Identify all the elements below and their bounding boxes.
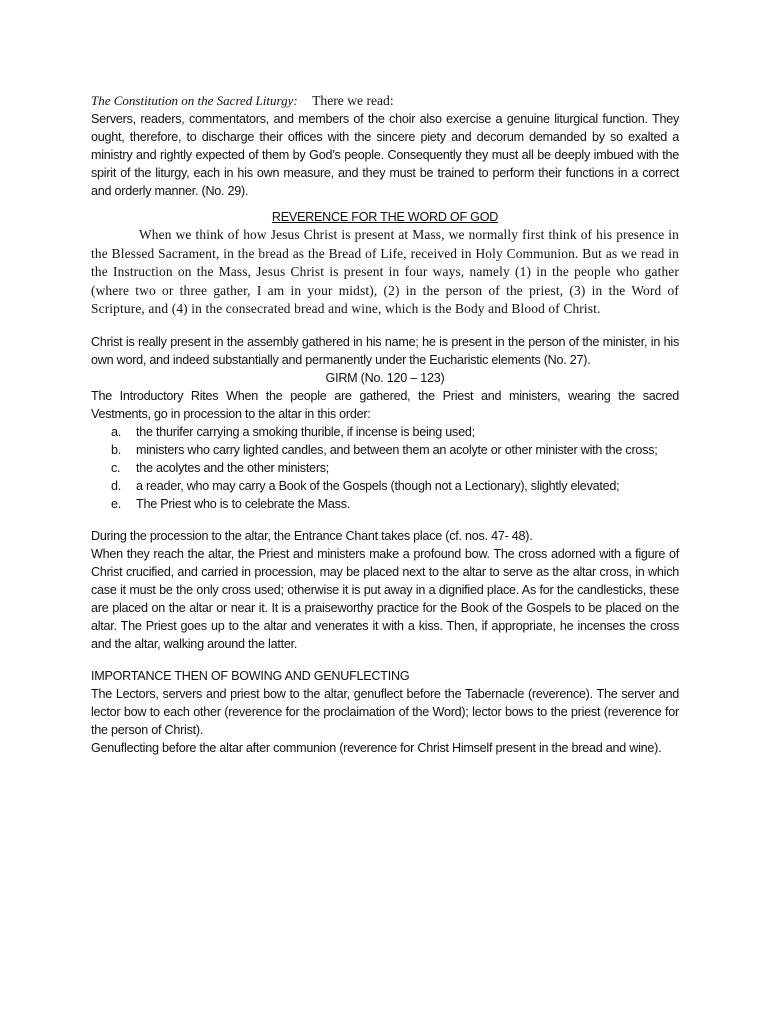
girm-heading: GIRM (No. 120 – 123) [325,370,445,385]
list-marker: b. [111,442,122,457]
procession-paragraph: When they reach the altar, the Priest and ministers make a profound bow. The cross adorned with a figure of Christ crucified, and carried in procession, may be placed next to the altar to serve as the altar cross, in which case it must be the only cross used; otherwise it is put away in a dignified place. As for the candlesticks, these are placed on the altar or near it. It is a praiseworthy practice for the Book of the Gospels to be placed on the altar. The Priest goes up to the altar and venerates it with a kiss. Then, if appropriate, he incenses the cross and the altar, walking around the latter. [91,546,679,651]
reverence-heading: REVERENCE FOR THE WORD OF GOD [271,210,499,224]
list-item-text: a reader, who may carry a Book of the Gospels (though not a Lectionary), slightly elevated; [136,478,620,493]
list-marker: a. [111,424,122,439]
genuflecting-paragraph: Genuflecting before the altar after communion (reverence for Christ Himself present in the bread and wine). [91,740,662,755]
list-item [111,459,679,477]
list-item-text: the thurifer carrying a smoking thurible, if incense is being used; [136,424,475,439]
procession-order-list [91,423,679,513]
list-marker: d. [111,478,122,493]
intro-lead: There we read: [312,93,394,108]
list-item [111,423,679,441]
bowing-paragraph: The Lectors, servers and priest bow to the altar, genuflect before the Tabernacle (reverence). The server and lector bow to each other (reverence for the proclaimation of the Word); lector bows to the priest (reverence for the person of Christ). [91,686,679,737]
list-item-text: the acolytes and the other ministers; [136,460,330,475]
list-item-text: The Priest who is to celebrate the Mass. [136,496,350,511]
list-marker: e. [111,496,122,511]
list-item [111,441,679,459]
list-item [111,495,679,513]
constitution-quote: Servers, readers, commentators, and members of the choir also exercise a genuine liturgical function. They ought, therefore, to discharge their offices with the sincere piety and decorum demanded by so exalted a ministry and rightly expected of them by God’s people. Consequently they must all be deeply imbued with the spirit of the liturgy, each in his own measure, and they must be trained to perform their functions in a correct and orderly manner. (No. 29). [91,112,679,198]
bowing-heading: IMPORTANCE THEN OF BOWING AND GENUFLECTING [91,668,410,683]
list-item-text: ministers who carry lighted candles, and between them an acolyte or other minister with the cross; [136,442,658,457]
reverence-paragraph: When we think of how Jesus Christ is present at Mass, we normally first think of his presence in the Blessed Sacrament, in the bread as the Bread of Life, received in Holy Communion. But as we read in the Instruction on the Mass, Jesus Christ is present in four ways, namely (1) in the people who gather (where two or three gather, I am in your midst), (2) in the person of the priest, (3) in the Word of Scripture, and (4) in the consecrated bread and wine, which is the Body and Blood of Christ. [91,227,679,316]
entrance-chant-line: During the procession to the altar, the Entrance Chant takes place (cf. nos. 47- 48). [91,528,533,543]
list-item [111,477,679,495]
list-marker: c. [111,460,121,475]
girm-intro: The Introductory Rites When the people are gathered, the Priest and ministers, wearing the sacred Vestments, go in procession to the altar in this order: [91,388,679,421]
presence-paragraph: Christ is really present in the assembly gathered in his name; he is present in the person of the minister, in his own word, and indeed substantially and permanently under the Eucharistic elements (No. 27). [91,334,679,367]
intro-line [91,92,679,110]
document-page [91,92,679,757]
constitution-title: The Constitution on the Sacred Liturgy: [91,93,298,108]
